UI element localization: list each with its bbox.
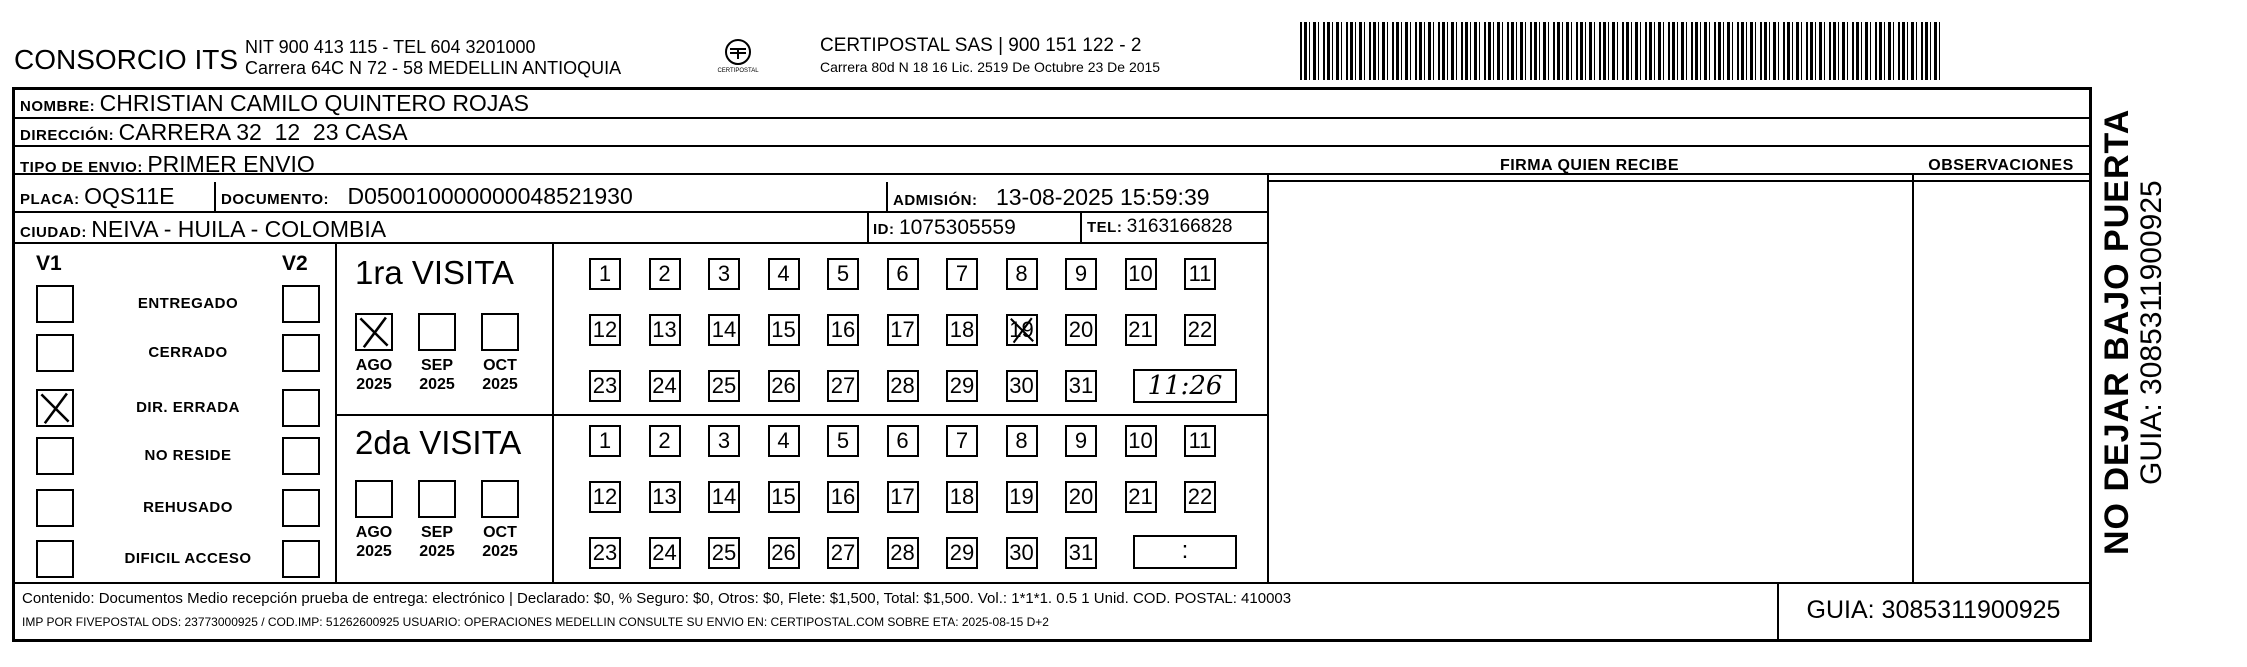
- direccion-row: [20, 119, 408, 146]
- visit2-day-number: 4: [777, 428, 790, 453]
- v2-checkbox[interactable]: [282, 489, 320, 527]
- visit1-day-box[interactable]: [887, 370, 919, 402]
- tipo-label: TIPO DE ENVIO:: [20, 159, 143, 176]
- ciudad-row: [20, 216, 386, 243]
- visit2-day-box[interactable]: [589, 537, 621, 569]
- visit1-day-number: 25: [711, 373, 737, 398]
- visit1-day-number: 9: [1074, 261, 1088, 286]
- visit1-day-box[interactable]: [887, 258, 919, 290]
- v1-checkbox[interactable]: [36, 285, 74, 323]
- visit1-time-value: 11:26: [1147, 371, 1223, 401]
- visit2-day-box[interactable]: [649, 481, 681, 513]
- v1-checkbox[interactable]: [36, 489, 74, 527]
- visit2-day-box[interactable]: [1184, 481, 1216, 513]
- visit2-day-box[interactable]: [768, 425, 800, 457]
- visit1-day-number: 21: [1128, 317, 1153, 342]
- v2-checkbox[interactable]: [282, 389, 320, 427]
- visit2-day-number: 5: [836, 428, 850, 453]
- visit2-day-number: 26: [771, 540, 796, 565]
- v1-label: V1: [36, 252, 62, 275]
- visit2-day-box[interactable]: [887, 537, 919, 569]
- visit1-day-number: 13: [652, 317, 677, 342]
- visit2-day-box[interactable]: [1125, 425, 1157, 457]
- visit2-day-number: 30: [1009, 540, 1034, 565]
- visit2-day-box[interactable]: [827, 425, 859, 457]
- visit2-day-number: 13: [652, 484, 677, 509]
- certipostal-logo: [712, 36, 764, 82]
- visit1-year-label: 2025: [419, 376, 455, 393]
- direccion-value: CARRERA 32 12 23 CASA: [118, 119, 408, 145]
- visit2-day-number: 8: [1015, 428, 1028, 453]
- visit2-day-number: 3: [717, 428, 731, 453]
- firma-header: FIRMA QUIEN RECIBE: [1499, 157, 1680, 174]
- documento-value: D050010000000048521930: [347, 183, 633, 209]
- visit2-day-number: 29: [949, 540, 975, 565]
- visit1-month-checkbox[interactable]: [355, 313, 393, 351]
- visit2-day-number: 23: [592, 540, 618, 565]
- visit2-day-number: 28: [890, 540, 915, 565]
- v1-checkbox[interactable]: [36, 389, 74, 427]
- status-label: DIR. ERRADA: [136, 399, 240, 416]
- admision-label: ADMISIÓN:: [893, 192, 978, 209]
- visit2-day-number: 22: [1187, 484, 1213, 509]
- side-guia: GUIA: 3085311900925: [2135, 180, 2168, 485]
- footer-line1: Contenido: Documentos Medio recepción prueba de entrega: electrónico | Declarado: $0, % Seguro: $0, Otros: $0, Flete: $1,500, Total: $1,500. Vol.: 1*1*1. 0.5 1 Unid. COD. POSTAL: 410003: [22, 590, 1292, 607]
- company-address: Carrera 64C N 72 - 58 MEDELLIN ANTIOQUIA: [245, 58, 622, 78]
- visit1-day-box[interactable]: [946, 258, 978, 290]
- visit2-day-box[interactable]: [1065, 481, 1097, 513]
- documento-row: [221, 183, 633, 210]
- id-value: 1075305559: [898, 216, 1016, 239]
- visit1-day-box[interactable]: [1184, 314, 1216, 346]
- tel-label: TEL:: [1087, 219, 1123, 236]
- visit1-month-checkbox[interactable]: [418, 313, 456, 351]
- visit1-day-box[interactable]: [827, 370, 859, 402]
- visit2-day-box[interactable]: [708, 425, 740, 457]
- barcode: [1300, 22, 1940, 80]
- v2-checkbox[interactable]: [282, 334, 320, 372]
- visit2-day-box[interactable]: [768, 481, 800, 513]
- visit2-day-number: 15: [771, 484, 796, 509]
- visit1-day-box[interactable]: [887, 314, 919, 346]
- visit2-day-number: 24: [652, 540, 677, 565]
- documento-label: DOCUMENTO:: [221, 191, 330, 208]
- admision-value: 13-08-2025 15:59:39: [995, 184, 1210, 210]
- visit1-month-checkbox[interactable]: [481, 313, 519, 351]
- visit2-day-box[interactable]: [708, 481, 740, 513]
- visit1-day-box[interactable]: [1184, 258, 1216, 290]
- visit1-day-number: 6: [896, 261, 909, 286]
- v1-checkbox[interactable]: [36, 540, 74, 578]
- visit1-day-box[interactable]: [649, 258, 681, 290]
- company-name: CONSORCIO ITS: [14, 44, 239, 75]
- tel-row: [1087, 216, 1232, 238]
- visit1-day-number: 19: [1009, 317, 1034, 342]
- footer-line2: IMP POR FIVEPOSTAL ODS: 23773000925 / COD.IMP: 51262600925 USUARIO: OPERACIONES MEDELLIN CONSULTE SU ENVIO EN: CERTIPOSTAL.COM SOBRE ETA: 2025-08-15 D+2: [22, 615, 1049, 629]
- visit1-time[interactable]: [1133, 369, 1237, 403]
- visit1-day-number: 26: [771, 373, 796, 398]
- visit2-day-number: 19: [1009, 484, 1034, 509]
- visit1-day-number: 5: [836, 261, 850, 286]
- ciudad-value: NEIVA - HUILA - COLOMBIA: [91, 216, 387, 242]
- observaciones-area[interactable]: [1914, 182, 2088, 580]
- nombre-value: CHRISTIAN CAMILO QUINTERO ROJAS: [99, 90, 529, 116]
- logo-text: CERTIPOSTAL: [717, 68, 759, 74]
- visit2-day-box[interactable]: [946, 425, 978, 457]
- visit1-day-box[interactable]: [1125, 314, 1157, 346]
- visit2-day-number: 21: [1128, 484, 1153, 509]
- visit1-day-number: 7: [955, 261, 969, 286]
- placa-value: OQS11E: [84, 183, 175, 209]
- visit1-day-box[interactable]: [768, 314, 800, 346]
- visit1-day-number: 1: [598, 261, 612, 286]
- visit2-day-number: 16: [830, 484, 856, 509]
- visit2-day-box[interactable]: [827, 537, 859, 569]
- visit2-month-checkbox[interactable]: [355, 480, 393, 518]
- visit1-day-number: 29: [949, 373, 975, 398]
- visit1-year-label: 2025: [482, 376, 518, 393]
- v2-checkbox[interactable]: [282, 285, 320, 323]
- visit1-day-box[interactable]: [1006, 370, 1038, 402]
- tipo-row: [20, 151, 315, 178]
- visit2-day-number: 27: [830, 540, 856, 565]
- visit2-day-number: 18: [949, 484, 975, 509]
- visit1-day-box[interactable]: [946, 314, 978, 346]
- visit2-day-number: 14: [711, 484, 737, 509]
- visit1-day-number: 28: [890, 373, 915, 398]
- visit2-day-box[interactable]: [1184, 425, 1216, 457]
- nombre-label: NOMBRE:: [20, 98, 96, 115]
- visit2-day-number: 7: [955, 428, 969, 453]
- visit1-day-number: 4: [777, 261, 790, 286]
- visit2-day-number: 25: [711, 540, 737, 565]
- visit2-day-box[interactable]: [887, 481, 919, 513]
- visit2-day-box[interactable]: [589, 425, 621, 457]
- v2-checkbox[interactable]: [282, 437, 320, 475]
- visit1-day-number: 24: [652, 373, 677, 398]
- visit2-month-label: OCT: [483, 524, 517, 541]
- visit2-day-box[interactable]: [946, 481, 978, 513]
- visit1-day-number: 11: [1188, 261, 1212, 286]
- visit1-day-box[interactable]: [708, 314, 740, 346]
- visit1-day-number: 12: [592, 317, 618, 342]
- visit1-day-box[interactable]: [1065, 370, 1097, 402]
- visit2-time[interactable]: [1133, 535, 1237, 569]
- visit1-month-label: OCT: [483, 357, 517, 374]
- visit1-day-number: 23: [592, 373, 618, 398]
- firma-area[interactable]: [1269, 182, 1910, 580]
- visit1-year-label: 2025: [356, 376, 392, 393]
- side-warning: NO DEJAR BAJO PUERTA: [2098, 108, 2136, 555]
- visit2-day-number: 1: [598, 428, 612, 453]
- ciudad-label: CIUDAD:: [20, 224, 87, 241]
- footer-guia: GUIA: 3085311900925: [1806, 596, 2061, 624]
- visit2-day-box[interactable]: [708, 537, 740, 569]
- v2-checkbox[interactable]: [282, 540, 320, 578]
- visit1-day-number: 3: [717, 261, 731, 286]
- visit2-year-label: 2025: [419, 543, 455, 560]
- visit1-day-box[interactable]: [768, 258, 800, 290]
- visit1-day-number: 17: [890, 317, 915, 342]
- status-label: CERRADO: [148, 344, 228, 361]
- visit1-day-box[interactable]: [589, 314, 621, 346]
- id-label: ID:: [873, 221, 895, 238]
- visit1-day-box[interactable]: [1006, 314, 1038, 346]
- visit2-day-box[interactable]: [1006, 537, 1038, 569]
- status-label: REHUSADO: [143, 499, 233, 516]
- status-label: DIFICIL ACCESO: [124, 550, 252, 567]
- visit1-day-number: 20: [1068, 317, 1094, 342]
- visit2-time-value: :: [1181, 537, 1189, 564]
- placa-label: PLACA:: [20, 191, 80, 208]
- id-row: [873, 216, 1016, 240]
- visit1-day-box[interactable]: [589, 370, 621, 402]
- visit2-day-number: 9: [1074, 428, 1088, 453]
- visit1-day-box[interactable]: [946, 370, 978, 402]
- visit2-day-box[interactable]: [946, 537, 978, 569]
- visit2-day-number: 20: [1068, 484, 1094, 509]
- nombre-row: [20, 90, 529, 117]
- visit2-year-label: 2025: [482, 543, 518, 560]
- visit2-day-box[interactable]: [1065, 537, 1097, 569]
- visit1-day-box[interactable]: [1065, 258, 1097, 290]
- visit1-day-box[interactable]: [827, 258, 859, 290]
- visit1-day-number: 18: [949, 317, 975, 342]
- visit2-month-label: SEP: [420, 524, 453, 541]
- observaciones-header: OBSERVACIONES: [1928, 157, 2074, 174]
- visit2-day-box[interactable]: [1006, 425, 1038, 457]
- visit1-day-number: 15: [771, 317, 796, 342]
- visit2-day-box[interactable]: [589, 481, 621, 513]
- visit2-month-label: AGO: [355, 524, 393, 541]
- visit1-day-number: 14: [711, 317, 737, 342]
- visit2-day-number: 2: [658, 428, 671, 453]
- v1-checkbox[interactable]: [36, 437, 74, 475]
- visit1-day-number: 10: [1128, 261, 1153, 286]
- visit1-month-label: SEP: [420, 357, 453, 374]
- visit2-year-label: 2025: [356, 543, 392, 560]
- visit1-day-box[interactable]: [589, 258, 621, 290]
- certipostal-logo-icon: [712, 36, 764, 82]
- visit1-day-number: 8: [1015, 261, 1028, 286]
- visit1-day-box[interactable]: [827, 314, 859, 346]
- visit1-title: 1ra VISITA: [355, 254, 514, 291]
- visit1-day-box[interactable]: [649, 370, 681, 402]
- placa-row: [20, 183, 174, 210]
- visit2-month-checkbox[interactable]: [418, 480, 456, 518]
- visit1-day-number: 16: [830, 317, 856, 342]
- v1-checkbox[interactable]: [36, 334, 74, 372]
- visit1-day-number: 27: [830, 373, 856, 398]
- visit2-day-number: 6: [896, 428, 909, 453]
- status-label: NO RESIDE: [144, 447, 232, 464]
- visit1-day-number: 30: [1009, 373, 1034, 398]
- visit2-day-box[interactable]: [1065, 425, 1097, 457]
- visit2-day-number: 10: [1128, 428, 1153, 453]
- certipostal-info: CERTIPOSTAL SAS | 900 151 122 - 2: [820, 35, 1142, 56]
- visit1-day-number: 22: [1187, 317, 1213, 342]
- admision-row: [893, 184, 1210, 211]
- visit1-day-box[interactable]: [768, 370, 800, 402]
- visit1-day-box[interactable]: [1125, 258, 1157, 290]
- visit2-day-box[interactable]: [768, 537, 800, 569]
- visit1-day-box[interactable]: [1065, 314, 1097, 346]
- visit2-title: 2da VISITA: [355, 424, 522, 461]
- visit2-day-number: 31: [1068, 540, 1094, 565]
- status-label: ENTREGADO: [137, 295, 239, 312]
- visit1-day-box[interactable]: [1006, 258, 1038, 290]
- visit1-month-label: AGO: [355, 357, 393, 374]
- visit2-day-box[interactable]: [1125, 481, 1157, 513]
- visit1-day-number: 2: [658, 261, 671, 286]
- visit2-day-number: 17: [890, 484, 915, 509]
- certipostal-license: Carrera 80d N 18 16 Lic. 2519 De Octubre 23 De 2015: [820, 59, 1161, 75]
- visit1-day-box[interactable]: [708, 370, 740, 402]
- visit2-day-box[interactable]: [649, 537, 681, 569]
- tel-value: 3163166828: [1126, 216, 1233, 237]
- visit2-day-number: 11: [1188, 428, 1212, 453]
- visit1-day-box[interactable]: [708, 258, 740, 290]
- company-nit: NIT 900 413 115 - TEL 604 3201000: [245, 37, 536, 57]
- visit2-day-box[interactable]: [649, 425, 681, 457]
- visit1-day-number: 31: [1068, 373, 1094, 398]
- direccion-label: DIRECCIÓN:: [20, 127, 115, 144]
- visit1-day-box[interactable]: [649, 314, 681, 346]
- v2-label: V2: [282, 252, 308, 275]
- visit2-month-checkbox[interactable]: [481, 480, 519, 518]
- visit2-day-box[interactable]: [1006, 481, 1038, 513]
- visit2-day-number: 12: [592, 484, 618, 509]
- tipo-value: PRIMER ENVIO: [147, 151, 315, 177]
- visit2-day-box[interactable]: [827, 481, 859, 513]
- visit2-day-box[interactable]: [887, 425, 919, 457]
